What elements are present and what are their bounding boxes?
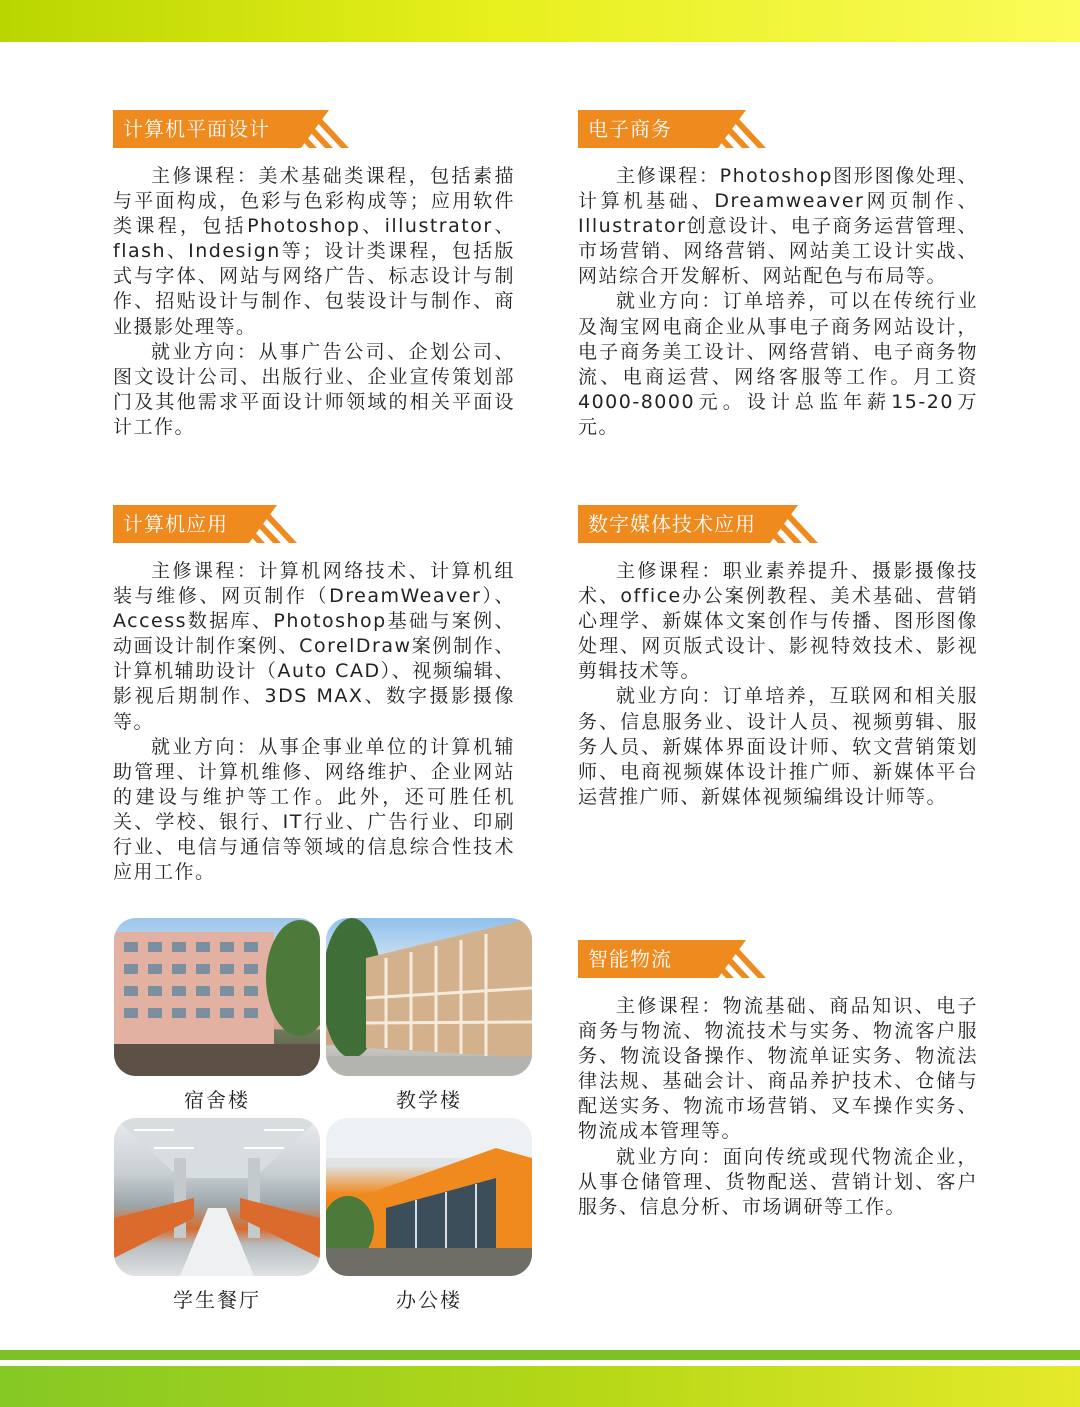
section-body [578,164,978,440]
section-title: 数字媒体技术应用 [588,512,756,536]
section-body [113,164,515,440]
section-title: 计算机应用 [123,512,228,536]
section-body [113,559,515,885]
courses-paragraph: 主修课程：职业素养提升、摄影摄像技术、office办公案例教程、美术基础、营销心理学、新媒体文案创作与传播、图形图像处理、网页版式设计、影视特效技术、影视剪辑技术等。 [578,560,978,683]
teaching-building-icon [326,918,532,1076]
section-smart-logistics [578,940,978,1220]
careers-paragraph: 就业方向：面向传统或现代物流企业，从事仓储管理、货物配送、营销计划、客户服务、信息分析、市场调研等工作。 [578,1145,978,1218]
careers-paragraph: 就业方向：从事企事业单位的计算机辅助管理、计算机维修、网络维护、企业网站的建设与维护等工作。此外，还可胜任机关、学校、银行、IT行业、广告行业、印刷行业、电信与通信等领域的信息综合性技术应用工作。 [113,735,515,884]
photo-label: 学生餐厅 [173,1288,261,1312]
section-header [578,940,978,978]
bottom-decorative-line [0,1350,1080,1360]
photo-label: 办公楼 [396,1288,462,1312]
section-body [578,994,978,1220]
courses-paragraph: 主修课程：计算机网络技术、计算机组装与维修、网页制作（DreamWeaver）、Access数据库、Photoshop基础与案例、动画设计制作案例、CorelDraw案例制作、计算机辅助设计（Auto CAD）、视频编辑、影视后期制作、3DS MAX、数字摄影摄像等。 [113,560,515,733]
section-header [578,505,978,543]
office-building-icon [326,1118,532,1276]
teaching-building-photo [326,918,532,1076]
dormitory-photo [114,918,320,1076]
photo-label: 教学楼 [396,1088,462,1112]
section-computer-application [113,505,515,885]
courses-paragraph: 主修课程：物流基础、商品知识、电子商务与物流、物流技术与实务、物流客户服务、物流设备操作、物流单证实务、物流法律法规、基础会计、商品养护技术、仓储与配送实务、物流市场营销、叉车操作实务、物流成本管理等。 [578,995,978,1143]
section-header [578,110,978,148]
bottom-decorative-bar [0,1366,1080,1407]
top-decorative-bar [0,0,1080,42]
section-graphic-design [113,110,515,440]
section-ecommerce [578,110,978,440]
courses-paragraph: 主修课程：美术基础类课程，包括素描与平面构成，色彩与色彩构成等；应用软件类课程，包括Photoshop、illustrator、flash、Indesign等；设计类课程，包括版式与字体、网站与网络广告、标志设计与制作、招贴设计与制作、包装设计与制作、商业摄影处理等。 [113,165,515,338]
photo-label: 宿舍楼 [184,1088,250,1112]
dormitory-building-icon [114,918,320,1076]
careers-paragraph: 就业方向：订单培养，互联网和相关服务、信息服务业、设计人员、视频剪辑、服务人员、新媒体界面设计师、软文营销策划师、电商视频媒体设计推广师、新媒体平台运营推广师、新媒体视频编缉设计师等。 [578,685,978,808]
office-building-photo [326,1118,532,1276]
careers-paragraph: 就业方向：订单培养，可以在传统行业及淘宝网电商企业从事电子商务网站设计，电子商务美工设计、网络营销、电子商务物流、电商运营、网络客服等工作。月工资4000-8000元。设计总监年薪15-20万元。 [578,290,978,438]
courses-paragraph: 主修课程：Photoshop图形图像处理、计算机基础、Dreamweaver网页制作、Illustrator创意设计、电子商务运营管理、市场营销、网络营销、网站美工设计实战、网站综合开发解析、网站配色与布局等。 [578,165,978,288]
canteen-interior-icon [114,1118,320,1276]
section-header [113,505,515,543]
careers-paragraph: 就业方向：从事广告公司、企划公司、图文设计公司、出版行业、企业宣传策划部门及其他需求平面设计师领域的相关平面设计工作。 [113,340,515,438]
section-title: 计算机平面设计 [123,117,270,141]
section-body [578,559,978,810]
section-title: 智能物流 [588,947,672,971]
section-digital-media [578,505,978,810]
section-title: 电子商务 [588,117,672,141]
canteen-photo [114,1118,320,1276]
section-header [113,110,515,148]
